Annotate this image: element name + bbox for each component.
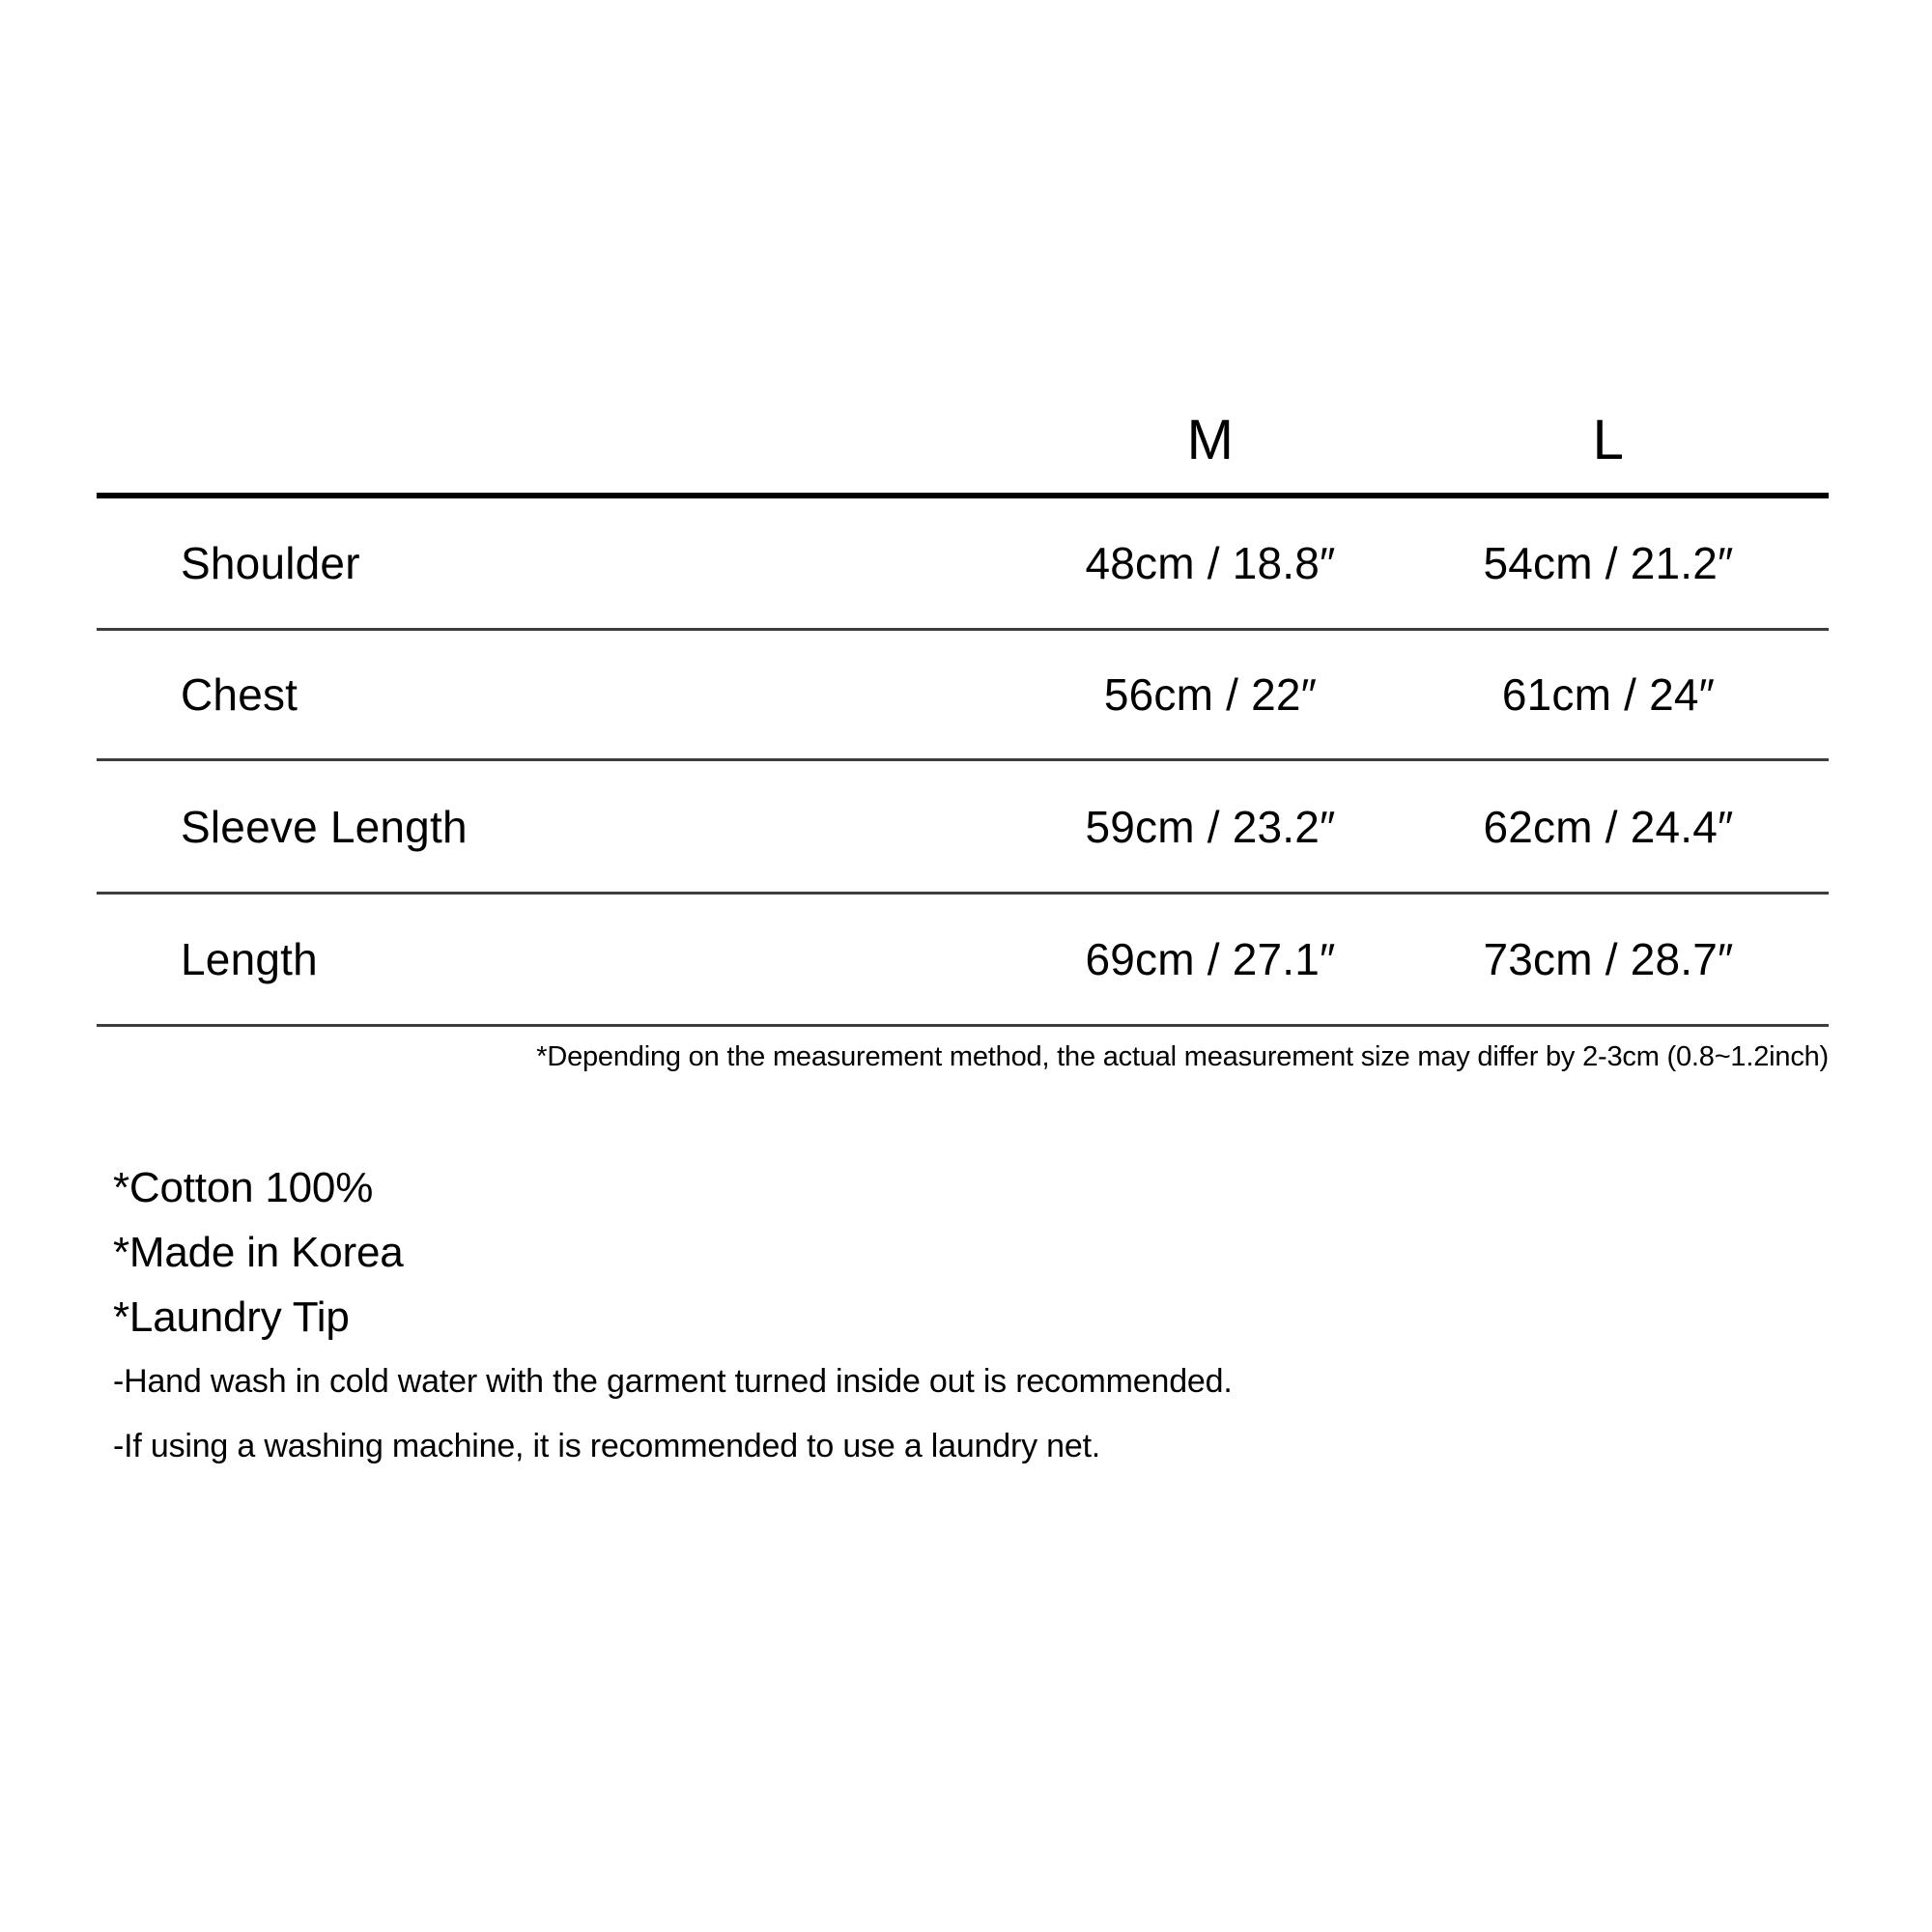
row-label-shoulder: Shoulder — [181, 538, 360, 588]
detail-laundry-tip-title: *Laundry Tip — [113, 1293, 350, 1341]
sleeve-length-value-m: 59cm / 23.2″ — [1085, 801, 1336, 852]
detail-origin: *Made in Korea — [113, 1229, 404, 1276]
chest-value-m: 56cm / 22″ — [1103, 669, 1318, 720]
sleeve-length-value-l: 62cm / 24.4″ — [1483, 801, 1734, 852]
detail-fabric: *Cotton 100% — [113, 1164, 374, 1211]
product-details — [113, 1155, 1233, 1479]
shoulder-value-l: 54cm / 21.2″ — [1483, 538, 1734, 588]
length-value-m: 69cm / 27.1″ — [1085, 934, 1336, 984]
shoulder-value-m: 48cm / 18.8″ — [1085, 538, 1336, 588]
table-row-sleeve-length — [97, 761, 1829, 895]
detail-laundry-tip-1: -Hand wash in cold water with the garment turned inside out is recommended. — [113, 1363, 1233, 1400]
table-row-length — [97, 895, 1829, 1027]
row-label-sleeve-length: Sleeve Length — [181, 801, 468, 852]
size-chart-table — [97, 386, 1829, 1027]
row-label-length: Length — [181, 934, 318, 984]
table-row-chest — [97, 631, 1829, 761]
detail-laundry-tip-2: -If using a washing machine, it is recommended to use a laundry net. — [113, 1428, 1101, 1464]
length-value-l: 73cm / 28.7″ — [1483, 934, 1734, 984]
chest-value-l: 61cm / 24″ — [1501, 669, 1716, 720]
measurement-tolerance-footnote: *Depending on the measurement method, the actual measurement size may differ by 2-3cm (0.8~1.2inch) — [536, 1041, 1829, 1072]
size-table-header-row — [97, 386, 1829, 498]
column-header-size-l: L — [1592, 408, 1625, 471]
table-row-shoulder — [97, 498, 1829, 631]
row-label-chest: Chest — [181, 669, 298, 720]
column-header-size-m: M — [1186, 408, 1235, 471]
